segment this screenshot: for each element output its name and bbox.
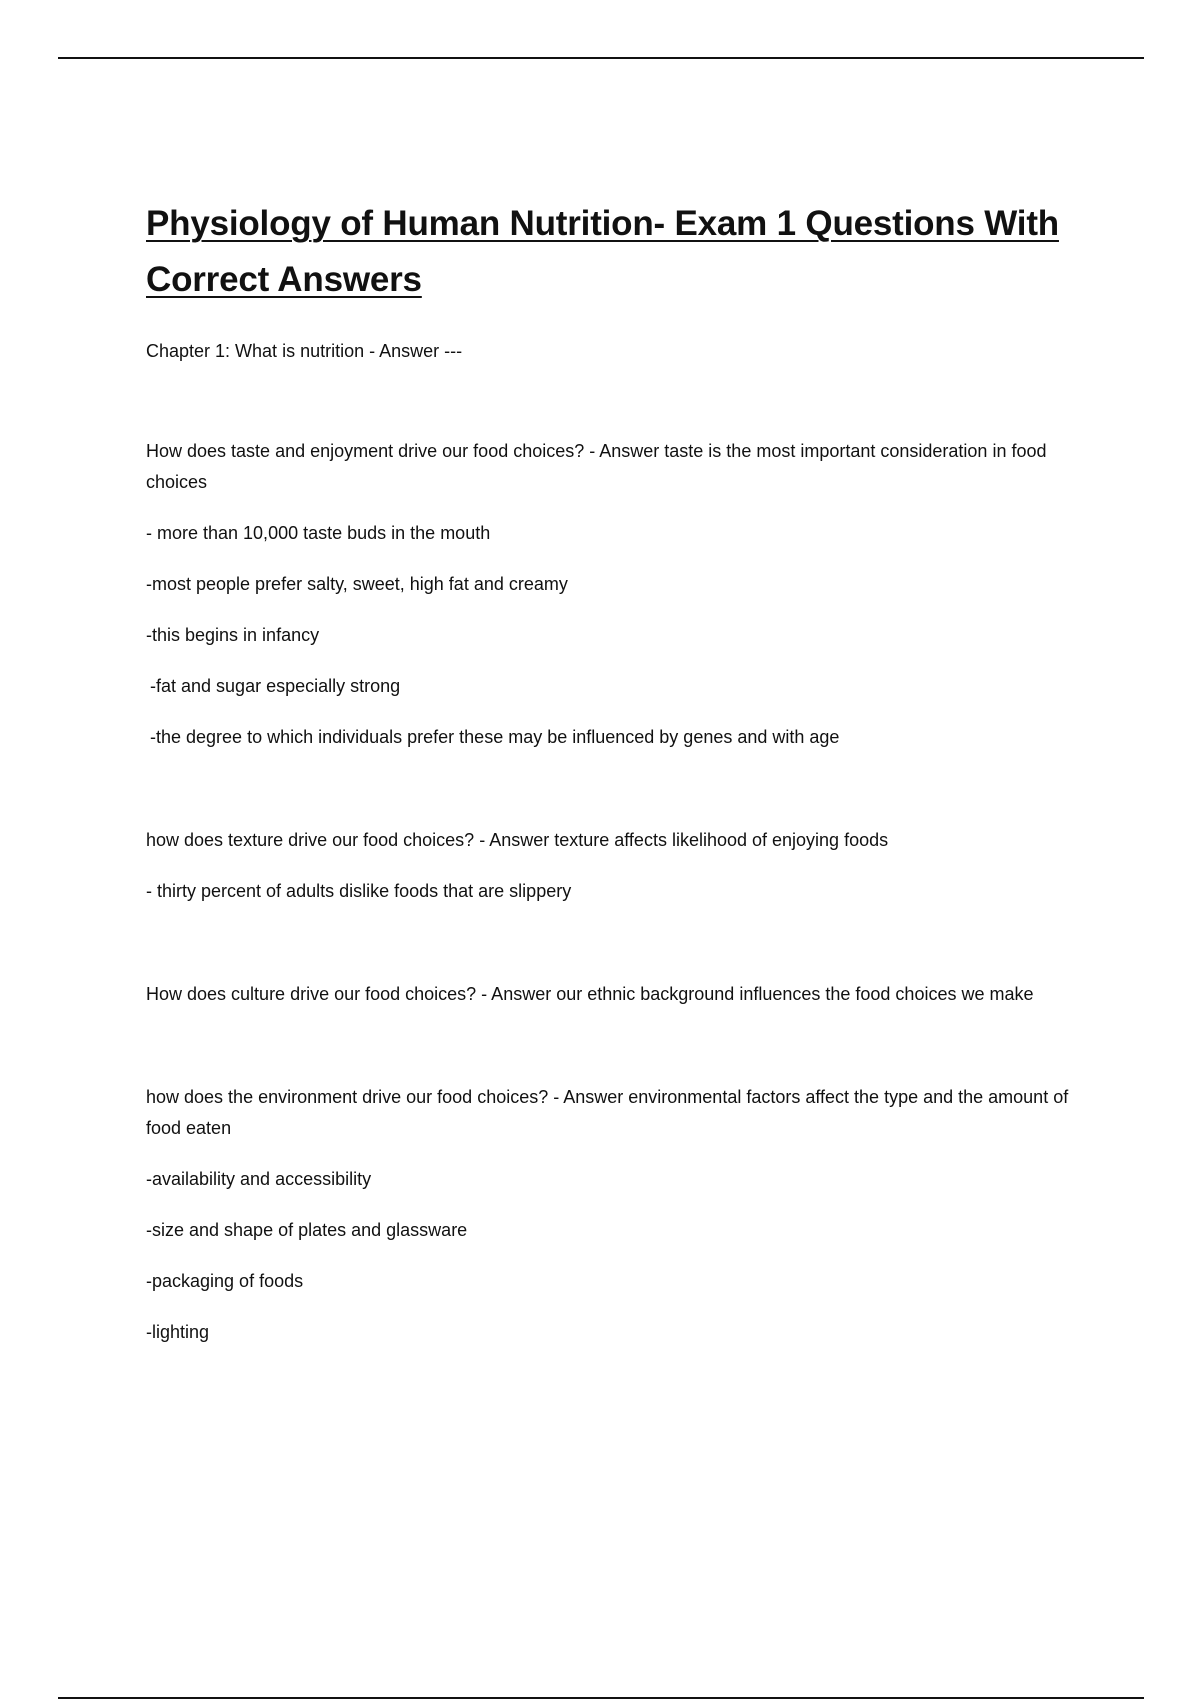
question-texture: how does texture drive our food choices? - Answer texture affects likelihood of enjoying foods [146, 830, 889, 850]
header-rule [58, 57, 1144, 59]
question-taste: How does taste and enjoyment drive our food choices? - Answer taste is the most important consideration in food choices [146, 441, 1047, 492]
answer-point: -packaging of foods [146, 1271, 304, 1291]
answer-point: -lighting [146, 1322, 210, 1342]
answer-point: - more than 10,000 taste buds in the mouth [146, 523, 491, 543]
question-environment: how does the environment drive our food choices? - Answer environmental factors affect the type and the amount of food eaten [146, 1087, 1069, 1138]
answer-point: -most people prefer salty, sweet, high fat and creamy [146, 574, 568, 594]
document-body [146, 196, 1086, 1348]
question-culture: How does culture drive our food choices? - Answer our ethnic background influences the food choices we make [146, 984, 1034, 1004]
answer-point: - thirty percent of adults dislike foods that are slippery [146, 881, 572, 901]
footer-rule [58, 1697, 1144, 1699]
document-title: Physiology of Human Nutrition- Exam 1 Questions With Correct Answers [146, 204, 1059, 299]
answer-point: -fat and sugar especially strong [150, 676, 401, 696]
answer-point: -availability and accessibility [146, 1169, 372, 1189]
chapter-heading: Chapter 1: What is nutrition - Answer --- [146, 341, 463, 361]
answer-point: -this begins in infancy [146, 625, 320, 645]
answer-point: -the degree to which individuals prefer these may be influenced by genes and with age [150, 727, 840, 747]
answer-point: -size and shape of plates and glassware [146, 1220, 468, 1240]
